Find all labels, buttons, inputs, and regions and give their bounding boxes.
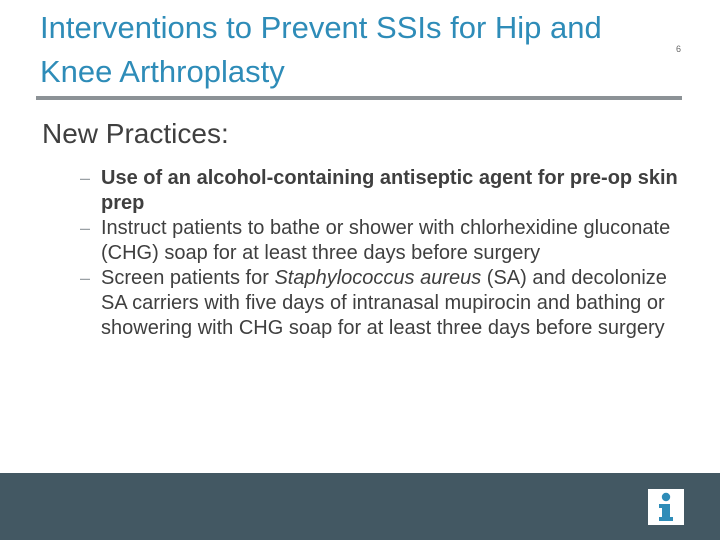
- bullet-text-after: (SA) and decolonize SA carriers with five days of intranasal mupirocin and bathing or showering with CHG soap for at least three days before surgery: [101, 267, 667, 339]
- bullet-list: [80, 166, 695, 341]
- bullet-item: [80, 266, 695, 341]
- bullet-item: [80, 166, 695, 216]
- slide-number: 6: [676, 44, 682, 54]
- organism-name: Staphylococcus aureus: [274, 267, 482, 289]
- bullet-item: [80, 216, 695, 266]
- bullet-text: Instruct patients to bathe or shower with chlorhexidine gluconate (CHG) soap for at least three days before surgery: [101, 217, 671, 264]
- title-divider: [36, 96, 682, 100]
- bullet-marker: –: [80, 268, 91, 288]
- bullet-marker: –: [80, 168, 91, 188]
- footer-bar: [0, 473, 720, 540]
- bullet-text-before: Screen patients for: [101, 267, 275, 289]
- info-icon: [648, 489, 684, 525]
- section-heading: New Practices:: [42, 118, 229, 149]
- slide-title: Interventions to Prevent SSIs for Hip and Knee Arthroplasty: [40, 10, 602, 89]
- bullet-text: Use of an alcohol-containing antiseptic agent for pre-op skin prep: [101, 167, 678, 214]
- bullet-marker: –: [80, 218, 91, 238]
